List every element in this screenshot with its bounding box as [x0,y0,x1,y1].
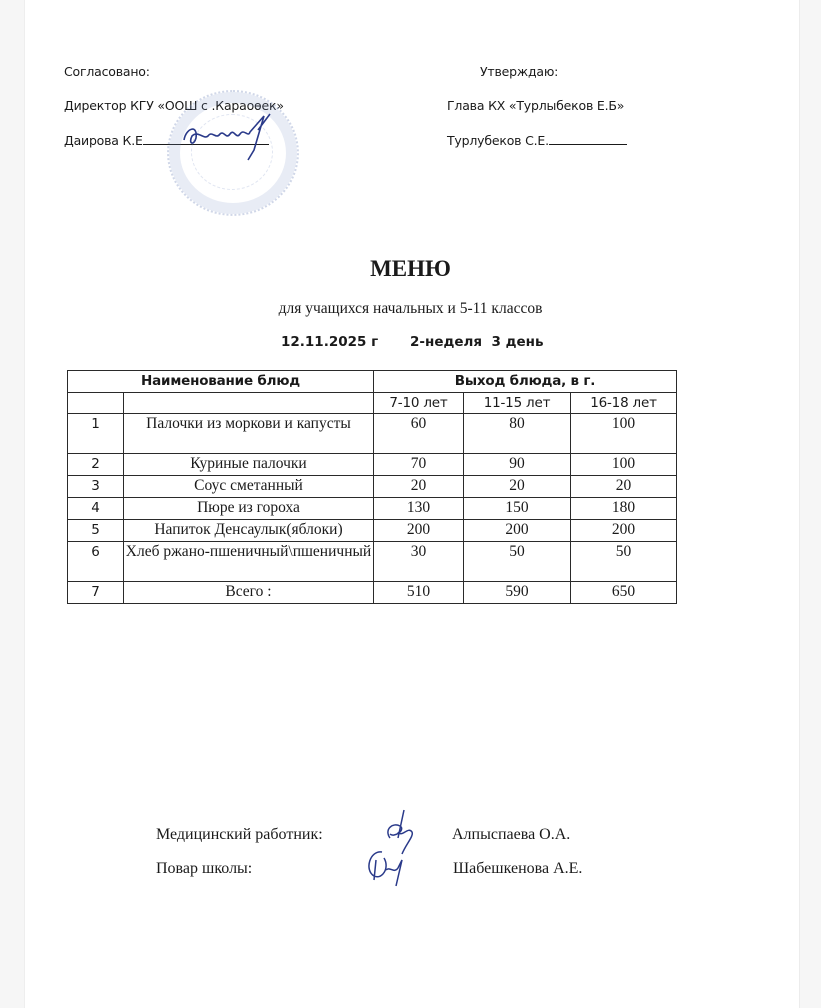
yield-value: 50 [571,542,677,582]
row-number: 1 [68,414,124,454]
cook-signature-icon [360,840,410,890]
header-dish-name: Наименование блюд [68,371,374,393]
yield-value: 100 [571,454,677,476]
yield-value: 60 [374,414,464,454]
head-position: Глава КХ «Турлыбеков Е.Б» [447,98,625,113]
table-total-row [68,582,677,604]
page-subtitle: для учащихся начальных и 5-11 классов [278,300,543,317]
menu-week-day: 2-неделя 3 день [410,334,544,350]
head-signature-line [549,144,627,145]
yield-value: 90 [464,454,571,476]
table-row [68,542,677,582]
yield-value: 100 [571,414,677,454]
age-group-header: 11-15 лет [464,393,571,414]
total-value: 650 [571,582,677,604]
yield-value: 200 [571,520,677,542]
yield-value: 20 [374,476,464,498]
row-number: 2 [68,454,124,476]
row-number: 5 [68,520,124,542]
approved-label: Согласовано: [64,64,150,79]
table-row [68,414,677,454]
director-signature-icon [178,110,278,170]
yield-value: 130 [374,498,464,520]
yield-value: 180 [571,498,677,520]
approve-label: Утверждаю: [480,64,559,79]
dish-name: Куриные палочки [124,454,374,476]
yield-value: 80 [464,414,571,454]
age-group-header: 16-18 лет [571,393,677,414]
total-value: 590 [464,582,571,604]
yield-value: 20 [571,476,677,498]
table-row [68,476,677,498]
subheader-empty [68,393,124,414]
head-name-line [447,133,627,148]
page-title: МЕНЮ [370,256,451,281]
dish-name: Пюре из гороха [124,498,374,520]
yield-value: 200 [464,520,571,542]
total-label: Всего : [124,582,374,604]
subheader-empty [124,393,374,414]
menu-date: 12.11.2025 г [281,334,379,350]
yield-value: 20 [464,476,571,498]
row-number: 7 [68,582,124,604]
row-number: 6 [68,542,124,582]
dish-name: Палочки из моркови и капусты [124,414,374,454]
director-name: Даирова К.Е [64,133,143,148]
header-yield: Выход блюда, в г. [374,371,677,393]
cook-role: Повар школы: [156,860,253,877]
table-row [68,520,677,542]
yield-value: 50 [464,542,571,582]
dish-name: Напиток Денсаулык(яблоки) [124,520,374,542]
yield-value: 70 [374,454,464,476]
dish-name: Соус сметанный [124,476,374,498]
table-row [68,498,677,520]
menu-table [67,370,677,604]
dish-name: Хлеб ржано-пшеничный\пшеничный [124,542,374,582]
table-row [68,454,677,476]
row-number: 3 [68,476,124,498]
cook-name: Шабешкенова А.Е. [453,860,583,877]
row-number: 4 [68,498,124,520]
medical-worker-role: Медицинский работник: [156,826,323,843]
yield-value: 150 [464,498,571,520]
head-name: Турлубеков С.Е. [447,133,549,148]
total-value: 510 [374,582,464,604]
yield-value: 30 [374,542,464,582]
medical-worker-name: Алпыспаева О.А. [452,826,571,843]
age-group-header: 7-10 лет [374,393,464,414]
director-position: Директор КГУ «ООШ с .Караоѳек» [64,98,284,113]
table-subheader-row [68,393,677,414]
table-header-row [68,371,677,393]
yield-value: 200 [374,520,464,542]
